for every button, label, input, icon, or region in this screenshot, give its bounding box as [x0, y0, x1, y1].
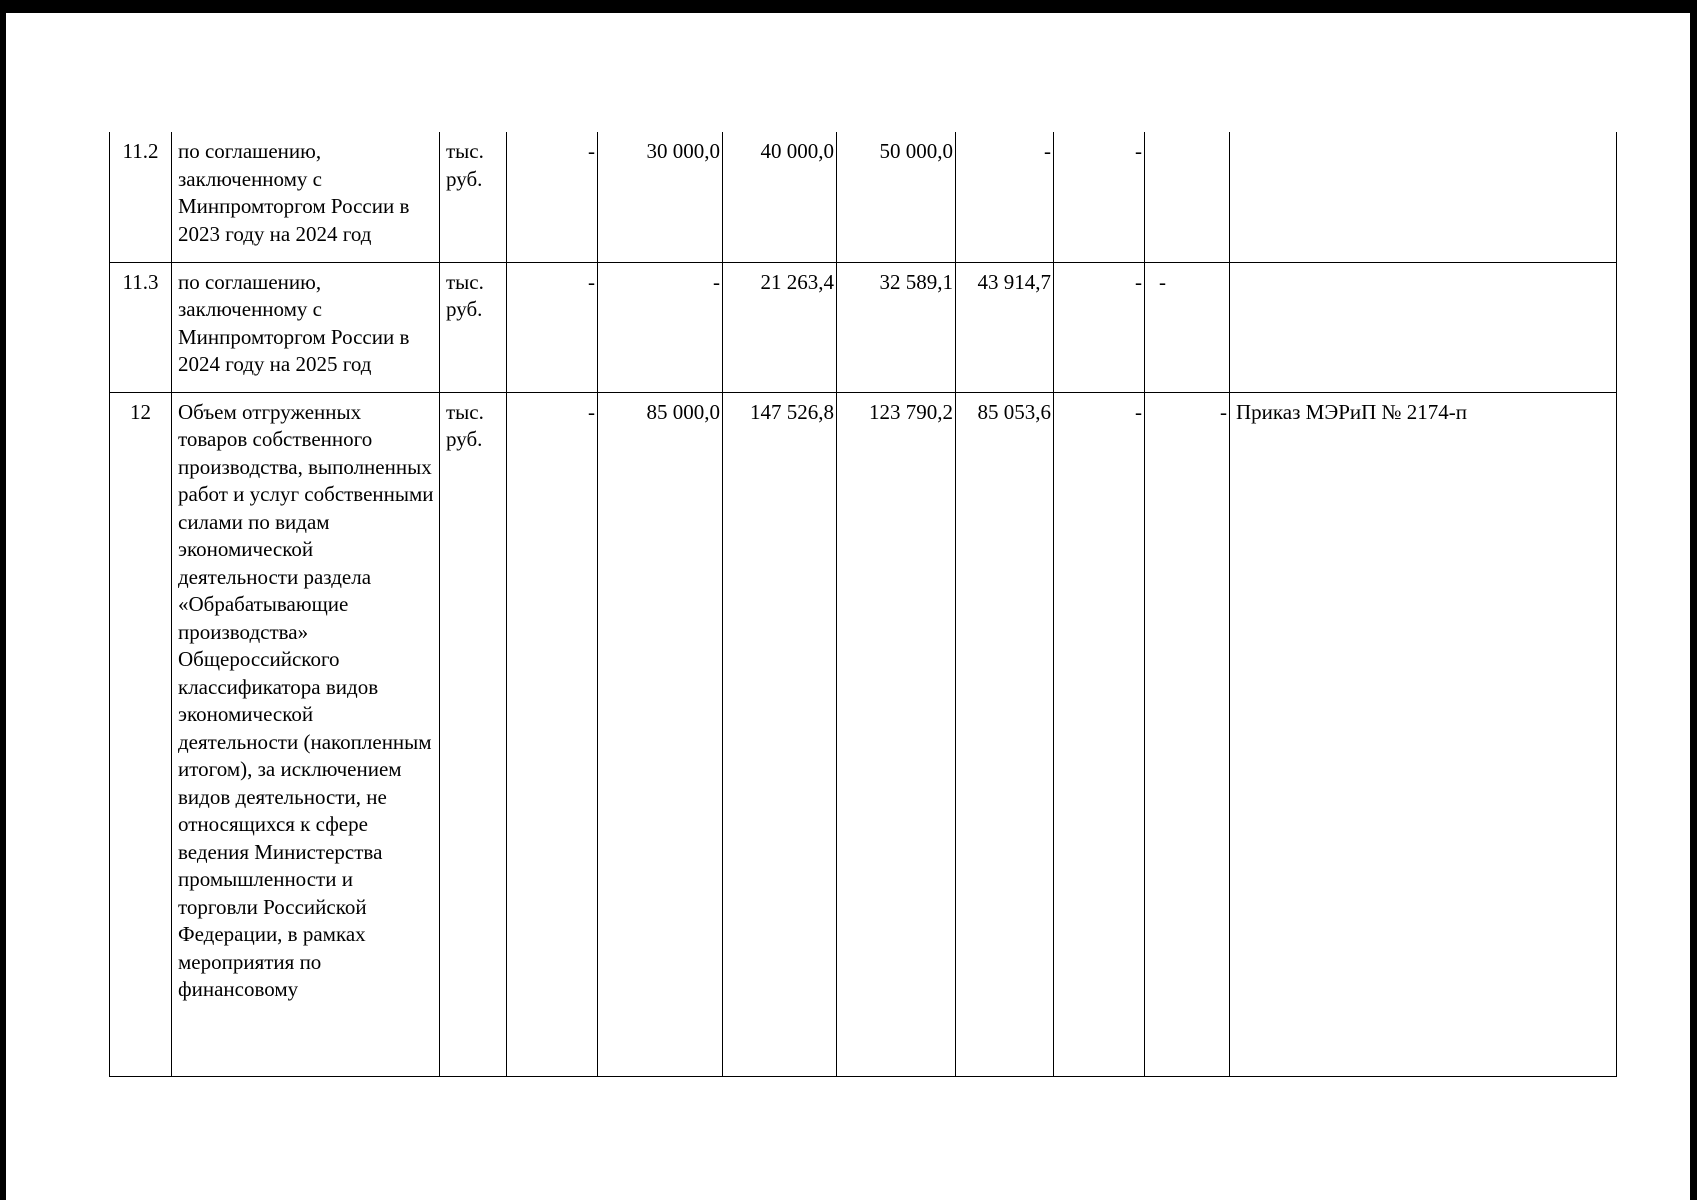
value-cell: 85 000,0: [598, 392, 723, 1076]
indicators-table: [109, 132, 1617, 1077]
value-cell: -: [507, 262, 598, 392]
row-number: 11.2: [110, 132, 172, 262]
value-cell: -: [1054, 392, 1145, 1076]
value-cell: -: [1054, 262, 1145, 392]
source-cell: [1230, 132, 1617, 262]
value-cell: -: [1145, 262, 1230, 392]
value-cell: -: [507, 392, 598, 1076]
row-number: 11.3: [110, 262, 172, 392]
unit-cell: тыс. руб.: [440, 132, 507, 262]
value-cell: -: [1145, 392, 1230, 1076]
unit-cell: тыс. руб.: [440, 392, 507, 1076]
row-number: 12: [110, 392, 172, 1076]
value-cell: 50 000,0: [837, 132, 956, 262]
unit-cell: тыс. руб.: [440, 262, 507, 392]
value-cell: 21 263,4: [723, 262, 837, 392]
value-cell: 85 053,6: [956, 392, 1054, 1076]
indicator-name: по соглашению, заключенному с Минпромторгом России в 2024 году на 2025 год: [172, 262, 440, 392]
value-cell: 40 000,0: [723, 132, 837, 262]
value-cell: [1145, 132, 1230, 262]
scan-border-top: [0, 0, 1697, 13]
value-cell: 32 589,1: [837, 262, 956, 392]
value-cell: -: [1054, 132, 1145, 262]
indicator-name: Объем отгруженных товаров собственного производства, выполненных работ и услуг собственными силами по видам экономической деятельности раздела «Обрабатывающие производства» Общероссийского классификатора видов экономической деятельности (накопленным итогом), за исключением видов деятельности, не относящихся к сфере ведения Министерства промышленности и торговли Российской Федерации, в рамках мероприятия по финансовому: [172, 392, 440, 1076]
value-cell: -: [507, 132, 598, 262]
value-cell: 123 790,2: [837, 392, 956, 1076]
value-cell: -: [598, 262, 723, 392]
value-cell: 30 000,0: [598, 132, 723, 262]
scan-border-right: [1690, 0, 1697, 1200]
value-cell: -: [956, 132, 1054, 262]
source-cell: [1230, 262, 1617, 392]
value-cell: 147 526,8: [723, 392, 837, 1076]
table-row: [110, 132, 1617, 262]
table-row: [110, 392, 1617, 1076]
source-cell: Приказ МЭРиП № 2174-п: [1230, 392, 1617, 1076]
indicator-name: по соглашению, заключенному с Минпромторгом России в 2023 году на 2024 год: [172, 132, 440, 262]
value-cell: 43 914,7: [956, 262, 1054, 392]
table-row: [110, 262, 1617, 392]
